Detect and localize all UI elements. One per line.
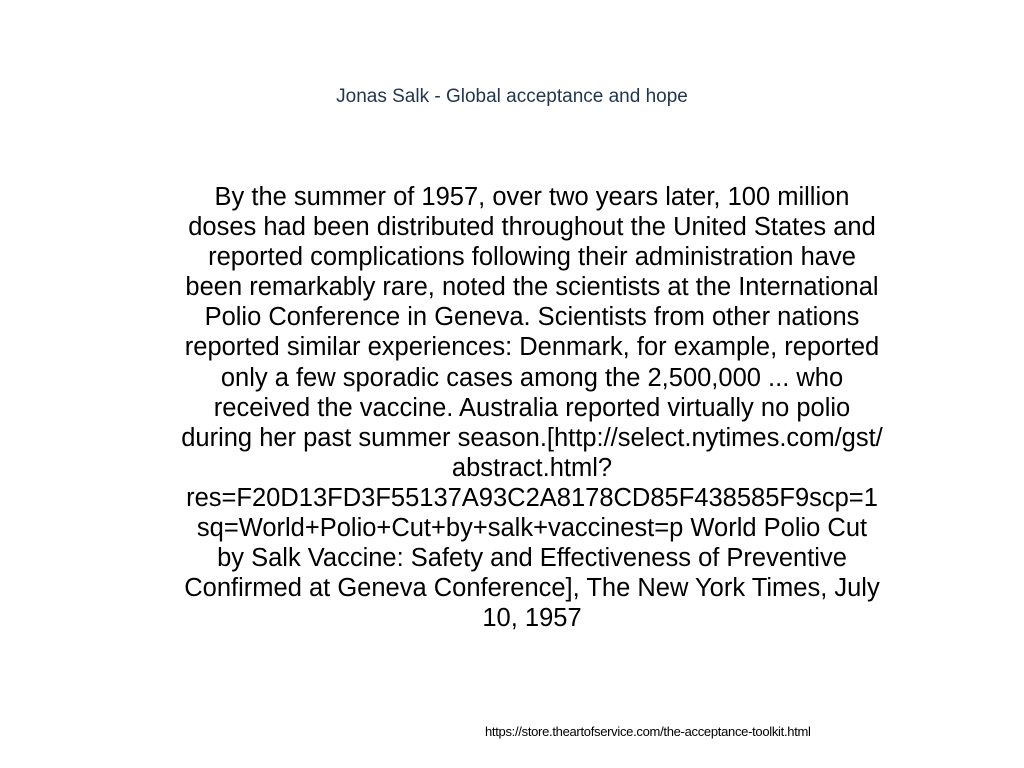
- body-line: reported complications following their administration have: [208, 243, 856, 272]
- body-line: sq=World+Polio+Cut+by+salk+vaccinest=p World Polio Cut: [196, 514, 868, 543]
- body-line: 10, 1957: [482, 604, 582, 633]
- body-line: been remarkably rare, noted the scientists at the International: [185, 273, 879, 302]
- body-line: during her past summer season.[http://select.nytimes.com/gst/: [181, 423, 883, 452]
- body-line: received the vaccine. Australia reported virtually no polio: [213, 393, 851, 422]
- body-line: only a few sporadic cases among the 2,500,000 ... who: [220, 363, 844, 392]
- body-line: reported similar experiences: Denmark, for example, reported: [184, 333, 880, 362]
- body-line: Polio Conference in Geneva. Scientists from other nations: [204, 303, 860, 332]
- body-line: By the summer of 1957, over two years later, 100 million: [214, 183, 850, 211]
- body-line: doses had been distributed throughout the United States and: [188, 213, 876, 242]
- body-line: res=F20D13FD3F55137A93C2A8178CD85F438585F9scp=1: [186, 483, 878, 512]
- footer-source-link[interactable]: https://store.theartofservice.com/the-acceptance-toolkit.html: [485, 724, 811, 739]
- slide-body: [92, 182, 972, 633]
- body-line: Confirmed at Geneva Conference], The New York Times, July: [184, 574, 880, 603]
- body-line: by Salk Vaccine: Safety and Effectiveness of Preventive: [217, 544, 847, 573]
- body-line: abstract.html?: [451, 453, 613, 482]
- slide-title: Jonas Salk - Global acceptance and hope: [336, 86, 688, 107]
